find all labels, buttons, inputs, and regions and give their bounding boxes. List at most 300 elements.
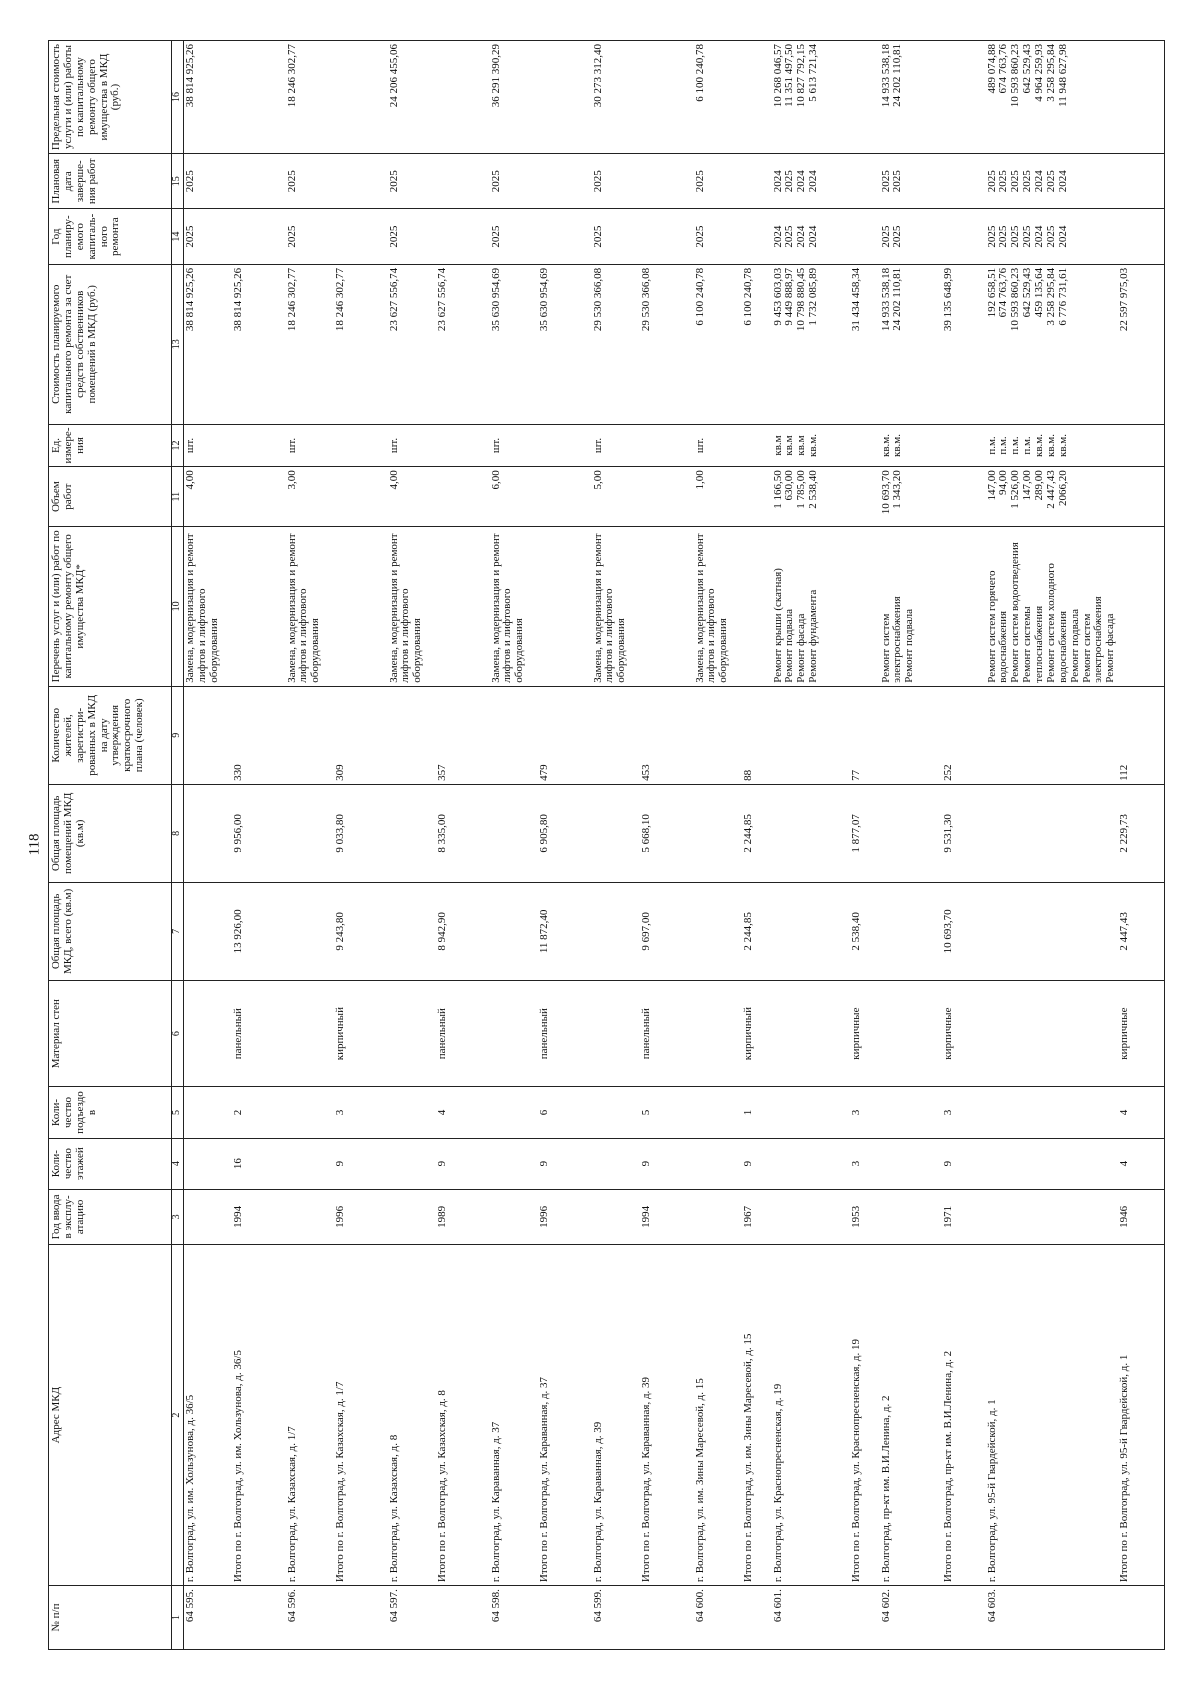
table-cell: [880, 686, 942, 784]
table-cell: [640, 467, 694, 527]
column-header: Перечень услуг и (или) работ по капитальному ремонту общего имущества МКД*: [49, 526, 172, 686]
table-cell: 9 697,00: [640, 882, 694, 980]
table-cell: 5 668,10: [640, 784, 694, 882]
table-cell: [694, 882, 742, 980]
table-cell: [232, 467, 286, 527]
table-cell: [742, 424, 772, 467]
table-cell: [538, 154, 592, 209]
table-cell: [1118, 424, 1164, 467]
table-cell: Итого по г. Волгоград, ул. им. Хользунова, д. 36/5: [232, 1245, 286, 1586]
table-cell: 6 100 240,78: [742, 264, 772, 424]
column-header: Общая площадь помещений МКД (кв.м): [49, 784, 172, 882]
column-number: 8: [172, 784, 184, 882]
table-cell: [184, 882, 232, 980]
table-cell: 4,00: [184, 467, 232, 527]
table-cell: 2025: [592, 209, 640, 264]
table-cell: [772, 1087, 850, 1138]
table-cell: 2025: [184, 209, 232, 264]
column-number-row: [172, 41, 184, 1650]
table-row: [742, 41, 772, 1650]
table-cell: [772, 686, 850, 784]
table-cell: г. Волгоград, ул. Караванная, д. 37: [490, 1245, 538, 1586]
table-cell: 2 229,73: [1118, 784, 1164, 882]
table-cell: шт.: [388, 424, 436, 467]
table-cell: 4,00: [388, 467, 436, 527]
column-number: 13: [172, 264, 184, 424]
table-cell: [880, 882, 942, 980]
table-cell: 1996: [538, 1189, 592, 1244]
table-cell: кв.м. кв.м.: [880, 424, 942, 467]
table-row: [388, 41, 436, 1650]
table-cell: [286, 1087, 334, 1138]
table-cell: 10 268 046,57 11 351 497,50 10 827 792,15 5 613 721,34: [772, 41, 850, 154]
table-cell: [538, 41, 592, 154]
table-cell: 18 246 302,77: [286, 264, 334, 424]
column-number: 2: [172, 1245, 184, 1586]
table-cell: [232, 209, 286, 264]
table-cell: Замена, модернизация и ремонт лифтов и лифтового оборудования: [490, 526, 538, 686]
table-row: [232, 41, 286, 1650]
table-cell: Замена, модернизация и ремонт лифтов и лифтового оборудования: [694, 526, 742, 686]
column-number: 15: [172, 154, 184, 209]
table-cell: 64 596.: [286, 1586, 334, 1650]
table-cell: 8 335,00: [436, 784, 490, 882]
table-row: [334, 41, 388, 1650]
table-cell: 2 447,43: [1118, 882, 1164, 980]
table-cell: 29 530 366,08: [640, 264, 694, 424]
table-cell: 16: [232, 1138, 286, 1189]
table-cell: [850, 154, 880, 209]
column-header: № п/п: [49, 1586, 172, 1650]
table-row: [184, 41, 232, 1650]
table-cell: [772, 1189, 850, 1244]
table-cell: 24 206 455,06: [388, 41, 436, 154]
table-cell: [1118, 526, 1164, 686]
table-cell: [742, 526, 772, 686]
column-number: 9: [172, 686, 184, 784]
table-cell: г. Волгоград, ул. Казахская, д. 8: [388, 1245, 436, 1586]
column-header: Адрес МКД: [49, 1245, 172, 1586]
table-cell: 64 602.: [880, 1586, 942, 1650]
table-cell: [880, 1087, 942, 1138]
table-cell: 64 595.: [184, 1586, 232, 1650]
table-cell: [592, 980, 640, 1087]
table-header-row: [49, 41, 172, 1650]
table-cell: 23 627 556,74: [388, 264, 436, 424]
table-cell: 2025: [490, 154, 538, 209]
table-cell: 2025 2025 2025 2025 2024 2025 2024: [986, 154, 1119, 209]
table-cell: 38 814 925,26: [184, 41, 232, 154]
table-cell: 2025: [388, 154, 436, 209]
table-cell: [184, 1189, 232, 1244]
table-cell: 1,00: [694, 467, 742, 527]
column-header: Коли-чество подъездо в: [49, 1087, 172, 1138]
table-cell: 3: [850, 1138, 880, 1189]
table-cell: г. Волгоград, ул. Караванная, д. 39: [592, 1245, 640, 1586]
column-header: Объем работ: [49, 467, 172, 527]
column-header: Общая площадь МКД, всего (кв.м): [49, 882, 172, 980]
rotated-page: [48, 40, 1198, 1650]
table-cell: 5: [640, 1087, 694, 1138]
column-number: 6: [172, 980, 184, 1087]
table-cell: [742, 154, 772, 209]
table-cell: [640, 424, 694, 467]
table-cell: 4: [1118, 1087, 1164, 1138]
table-cell: 1994: [232, 1189, 286, 1244]
column-number: 11: [172, 467, 184, 527]
table-cell: 31 434 458,34: [850, 264, 880, 424]
table-cell: [942, 1586, 986, 1650]
table-cell: [694, 1138, 742, 1189]
table-cell: [694, 1087, 742, 1138]
table-cell: шт.: [184, 424, 232, 467]
table-cell: шт.: [490, 424, 538, 467]
repair-plan-table: [48, 40, 1165, 1650]
table-cell: [942, 41, 986, 154]
table-cell: [850, 209, 880, 264]
table-cell: Итого по г. Волгоград, ул. Казахская, д. 1/7: [334, 1245, 388, 1586]
table-cell: 64 598.: [490, 1586, 538, 1650]
table-cell: 479: [538, 686, 592, 784]
table-cell: [436, 526, 490, 686]
table-cell: [1118, 41, 1164, 154]
table-cell: [694, 686, 742, 784]
table-cell: [334, 154, 388, 209]
table-cell: [388, 882, 436, 980]
table-cell: [388, 1138, 436, 1189]
table-row: [1118, 41, 1164, 1650]
column-number: 4: [172, 1138, 184, 1189]
table-cell: 1 166,50 630,00 1 785,00 2 538,40: [772, 467, 850, 527]
table-cell: [490, 980, 538, 1087]
table-cell: [184, 980, 232, 1087]
column-number: 3: [172, 1189, 184, 1244]
table-cell: панельный: [640, 980, 694, 1087]
table-cell: [592, 1087, 640, 1138]
table-cell: [772, 784, 850, 882]
table-cell: [334, 1586, 388, 1650]
column-number: 10: [172, 526, 184, 686]
table-cell: [388, 784, 436, 882]
table-cell: 6: [538, 1087, 592, 1138]
table-cell: [388, 1189, 436, 1244]
table-cell: [436, 467, 490, 527]
table-cell: панельный: [232, 980, 286, 1087]
table-cell: [184, 686, 232, 784]
table-cell: Замена, модернизация и ремонт лифтов и лифтового оборудования: [184, 526, 232, 686]
table-cell: [490, 882, 538, 980]
column-header: Ед. измере-ния: [49, 424, 172, 467]
table-cell: г. Волгоград, ул. им. Зины Маресевой, д. 15: [694, 1245, 742, 1586]
column-header: Год ввода в эксплу-атацию: [49, 1189, 172, 1244]
column-number: 5: [172, 1087, 184, 1138]
table-cell: 77: [850, 686, 880, 784]
table-cell: [592, 686, 640, 784]
table-cell: 2 244,85: [742, 784, 772, 882]
table-cell: [388, 1087, 436, 1138]
table-cell: [986, 980, 1119, 1087]
table-cell: [640, 526, 694, 686]
table-cell: 3: [334, 1087, 388, 1138]
table-cell: 10 693,70 1 343,20: [880, 467, 942, 527]
table-cell: 1994: [640, 1189, 694, 1244]
table-row: [772, 41, 850, 1650]
table-cell: 357: [436, 686, 490, 784]
table-cell: [184, 1087, 232, 1138]
table-cell: 3: [942, 1087, 986, 1138]
table-cell: [772, 1138, 850, 1189]
table-cell: 36 291 390,29: [490, 41, 538, 154]
table-cell: [334, 424, 388, 467]
table-cell: [742, 41, 772, 154]
table-cell: Итого по г. Волгоград, ул. Караванная, д. 39: [640, 1245, 694, 1586]
table-cell: [772, 980, 850, 1087]
table-cell: [694, 980, 742, 1087]
table-cell: 2025: [286, 209, 334, 264]
table-cell: 147,00 94,00 1 526,00 147,00 289,00 2 447,43 2066,20: [986, 467, 1119, 527]
table-cell: [986, 784, 1119, 882]
table-cell: 8 942,90: [436, 882, 490, 980]
column-number: 12: [172, 424, 184, 467]
table-cell: 39 135 648,99: [942, 264, 986, 424]
table-cell: Итого по г. Волгоград, ул. Краснопресненская, д. 19: [850, 1245, 880, 1586]
table-cell: 9: [334, 1138, 388, 1189]
table-cell: 2025: [286, 154, 334, 209]
table-cell: кирпичные: [1118, 980, 1164, 1087]
table-cell: [850, 1586, 880, 1650]
table-cell: 2025: [694, 154, 742, 209]
table-cell: [850, 526, 880, 686]
table-cell: г. Волгоград, ул. им. Хользунова, д. 36/5: [184, 1245, 232, 1586]
table-row: [986, 41, 1119, 1650]
table-cell: [436, 424, 490, 467]
table-cell: 2025 2025: [880, 209, 942, 264]
table-cell: [592, 1189, 640, 1244]
table-cell: 330: [232, 686, 286, 784]
table-cell: [850, 41, 880, 154]
table-cell: [286, 1138, 334, 1189]
table-cell: 9: [942, 1138, 986, 1189]
table-cell: [942, 209, 986, 264]
table-cell: [538, 209, 592, 264]
table-cell: 2025 2025 2025 2025 2024 2025 2024: [986, 209, 1119, 264]
table-cell: 9 033,80: [334, 784, 388, 882]
table-cell: 23 627 556,74: [436, 264, 490, 424]
table-cell: кв.м кв.м кв.м кв.м.: [772, 424, 850, 467]
table-cell: Итого по г. Волгоград, ул. 95-й Гвардейской, д. 1: [1118, 1245, 1164, 1586]
table-cell: [640, 154, 694, 209]
table-cell: 9 956,00: [232, 784, 286, 882]
table-cell: [880, 784, 942, 882]
table-cell: 1967: [742, 1189, 772, 1244]
table-cell: 5,00: [592, 467, 640, 527]
table-cell: 453: [640, 686, 694, 784]
table-cell: 11 872,40: [538, 882, 592, 980]
table-cell: 35 630 954,69: [538, 264, 592, 424]
table-row: [850, 41, 880, 1650]
table-cell: 2025: [694, 209, 742, 264]
table-cell: [334, 41, 388, 154]
table-cell: 112: [1118, 686, 1164, 784]
table-cell: [490, 784, 538, 882]
table-cell: 88: [742, 686, 772, 784]
table-cell: [986, 686, 1119, 784]
table-row: [592, 41, 640, 1650]
table-cell: 10 693,70: [942, 882, 986, 980]
table-cell: шт.: [592, 424, 640, 467]
table-cell: Ремонт систем горячего водоснабжения Ремонт систем водоотведения Ремонт системы теплоснабжения Ремонт систем холодного водоснабжения Ремонт подвала Ремонт систем электроснабжения Ремонт фасада: [986, 526, 1119, 686]
table-cell: кирпичный: [334, 980, 388, 1087]
table-cell: [640, 41, 694, 154]
table-cell: [742, 209, 772, 264]
table-row: [640, 41, 694, 1650]
table-cell: 2025: [388, 209, 436, 264]
table-cell: Замена, модернизация и ремонт лифтов и лифтового оборудования: [388, 526, 436, 686]
table-cell: [232, 424, 286, 467]
table-cell: [286, 1189, 334, 1244]
table-body: [184, 41, 1165, 1650]
table-cell: 9 243,80: [334, 882, 388, 980]
table-cell: [490, 1189, 538, 1244]
table-row: [694, 41, 742, 1650]
table-cell: [1118, 467, 1164, 527]
column-header: Год планиру-емого капиталь-ного ремонта: [49, 209, 172, 264]
table-cell: [286, 686, 334, 784]
table-cell: [742, 1586, 772, 1650]
table-cell: [286, 882, 334, 980]
table-cell: 38 814 925,26: [184, 264, 232, 424]
table-cell: 6 100 240,78: [694, 41, 742, 154]
table-cell: п.м. п.м. п.м. п.м. кв.м. кв.м. кв.м.: [986, 424, 1119, 467]
table-cell: г. Волгоград, ул. Краснопресненская, д. 19: [772, 1245, 850, 1586]
table-cell: 1946: [1118, 1189, 1164, 1244]
table-cell: [772, 882, 850, 980]
column-number: 1: [172, 1586, 184, 1650]
table-cell: Итого по г. Волгоград, пр-кт им. В.И.Ленина, д. 2: [942, 1245, 986, 1586]
table-cell: кирпичные: [850, 980, 880, 1087]
table-cell: 9: [436, 1138, 490, 1189]
table-row: [538, 41, 592, 1650]
table-cell: 4: [1118, 1138, 1164, 1189]
table-cell: [880, 980, 942, 1087]
table-row: [490, 41, 538, 1650]
table-cell: [850, 424, 880, 467]
table-cell: [1118, 1586, 1164, 1650]
table-cell: 2 244,85: [742, 882, 772, 980]
table-cell: 1996: [334, 1189, 388, 1244]
table-cell: 9 531,30: [942, 784, 986, 882]
table-cell: [942, 424, 986, 467]
table-cell: 4: [436, 1087, 490, 1138]
table-cell: 1 877,07: [850, 784, 880, 882]
table-cell: 2025: [184, 154, 232, 209]
table-cell: г. Волгоград, ул. 95-й Гвардейской, д. 1: [986, 1245, 1119, 1586]
table-cell: [436, 41, 490, 154]
table-cell: 1: [742, 1087, 772, 1138]
table-cell: [986, 1087, 1119, 1138]
table-cell: 22 597 975,03: [1118, 264, 1164, 424]
table-cell: 64 599.: [592, 1586, 640, 1650]
table-cell: [334, 526, 388, 686]
table-cell: [592, 882, 640, 980]
table-cell: 6 905,80: [538, 784, 592, 882]
table-cell: 35 630 954,69: [490, 264, 538, 424]
table-row: [942, 41, 986, 1650]
table-row: [436, 41, 490, 1650]
column-header: Предельная стоимость услуги и (или) работы по капитальному ремонту общего имущества в МКД (руб.): [49, 41, 172, 154]
table-cell: Ремонт систем электроснабжения Ремонт подвала: [880, 526, 942, 686]
table-cell: [232, 41, 286, 154]
column-number: 16: [172, 41, 184, 154]
table-cell: [694, 784, 742, 882]
table-cell: [232, 526, 286, 686]
table-cell: шт.: [694, 424, 742, 467]
table-cell: 30 273 312,40: [592, 41, 640, 154]
table-cell: 9: [742, 1138, 772, 1189]
table-cell: 2 538,40: [850, 882, 880, 980]
column-header: Стоимость планируемого капитального ремонта за счет средств собственников помещений в МКД (руб.): [49, 264, 172, 424]
table-cell: [490, 1138, 538, 1189]
table-cell: 14 933 538,18 24 202 110,81: [880, 41, 942, 154]
table-cell: Замена, модернизация и ремонт лифтов и лифтового оборудования: [592, 526, 640, 686]
table-cell: 309: [334, 686, 388, 784]
table-cell: г. Волгоград, пр-кт им. В.И.Ленина, д. 2: [880, 1245, 942, 1586]
table-cell: [490, 1087, 538, 1138]
table-cell: 2025 2025: [880, 154, 942, 209]
column-header: Плановая дата заверше-ния работ: [49, 154, 172, 209]
table-cell: 64 600.: [694, 1586, 742, 1650]
table-cell: [942, 154, 986, 209]
column-header: Количество жителей, зарегистри-рованных в МКД на дату утверждения краткосрочного плана (человек): [49, 686, 172, 784]
table-row: [286, 41, 334, 1650]
table-cell: [640, 1586, 694, 1650]
table-cell: 3,00: [286, 467, 334, 527]
table-cell: [436, 1586, 490, 1650]
table-cell: 9: [640, 1138, 694, 1189]
table-cell: 192 658,51 674 763,76 10 593 860,23 642 529,43 459 135,64 3 258 295,84 6 776 731,61: [986, 264, 1119, 424]
table-cell: [538, 1586, 592, 1650]
table-cell: [538, 467, 592, 527]
table-cell: 9: [538, 1138, 592, 1189]
table-cell: [334, 467, 388, 527]
table-cell: [850, 467, 880, 527]
table-cell: [436, 209, 490, 264]
table-cell: [592, 784, 640, 882]
table-cell: [640, 209, 694, 264]
table-cell: [232, 154, 286, 209]
table-cell: Замена, модернизация и ремонт лифтов и лифтового оборудования: [286, 526, 334, 686]
table-cell: [986, 1189, 1119, 1244]
table-cell: 64 601.: [772, 1586, 850, 1650]
table-cell: [232, 1586, 286, 1650]
table-cell: кирпичные: [942, 980, 986, 1087]
table-cell: [184, 784, 232, 882]
table-cell: 2024 2025 2024 2024: [772, 209, 850, 264]
table-cell: 252: [942, 686, 986, 784]
table-cell: 29 530 366,08: [592, 264, 640, 424]
table-cell: Итого по г. Волгоград, ул. им. Зины Маресевой, д. 15: [742, 1245, 772, 1586]
table-cell: шт.: [286, 424, 334, 467]
table-cell: [742, 467, 772, 527]
table-cell: [286, 784, 334, 882]
table-cell: г. Волгоград, ул. Казахская, д. 1/7: [286, 1245, 334, 1586]
table-cell: 9 453 603,03 9 449 888,97 10 798 880,45 1 732 085,89: [772, 264, 850, 424]
table-cell: [388, 980, 436, 1087]
table-cell: [694, 1189, 742, 1244]
table-cell: [538, 526, 592, 686]
table-cell: [986, 1138, 1119, 1189]
table-cell: 1953: [850, 1189, 880, 1244]
